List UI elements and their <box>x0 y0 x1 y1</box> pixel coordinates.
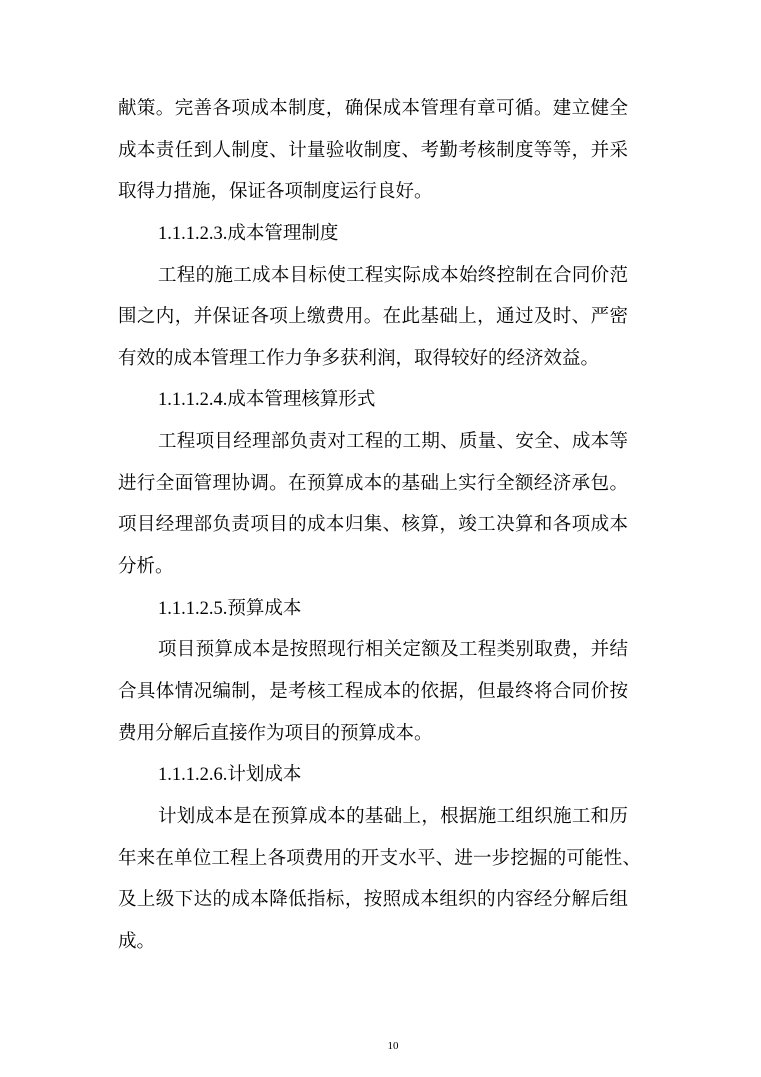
paragraph-line: 围之内，并保证各项上缴费用。在此基础上，通过及时、严密 <box>118 307 629 328</box>
paragraph-line: 合具体情况编制，是考核工程成本的依据，但最终将合同价按 <box>118 681 629 702</box>
paragraph-line: 及上级下达的成本降低指标，按照成本组织的内容经分解后组 <box>118 890 629 911</box>
section <box>118 755 648 963</box>
paragraph-line: 分析。 <box>118 557 174 578</box>
paragraph-line: 成。 <box>118 931 156 952</box>
section <box>118 380 648 588</box>
section-paragraph <box>118 422 648 589</box>
section <box>118 214 648 381</box>
paragraph-line: 献策。完善各项成本制度，确保成本管理有章可循。建立健全 <box>118 99 629 119</box>
section-paragraph <box>118 256 648 381</box>
paragraph-line: 进行全面管理协调。在预算成本的基础上实行全额经济承包。 <box>118 473 629 494</box>
paragraph-line: 计划成本是在预算成本的基础上，根据施工组织施工和历 <box>158 806 629 827</box>
text-body <box>118 89 648 963</box>
section-paragraph <box>118 797 648 964</box>
paragraph-line: 成本责任到人制度、计量验收制度、考勤考核制度等等，并采 <box>118 140 629 161</box>
section-heading: 1.1.1.2.3.成本管理制度 <box>158 223 339 244</box>
paragraph-line: 工程的施工成本目标使工程实际成本始终控制在合同价范 <box>158 265 629 286</box>
paragraph-line: 工程项目经理部负责对工程的工期、质量、安全、成本等 <box>158 432 629 453</box>
intro-paragraph <box>118 89 648 214</box>
paragraph-line: 费用分解后直接作为项目的预算成本。 <box>118 723 433 744</box>
paragraph-line: 项目经理部负责项目的成本归集、核算，竣工决算和各项成本 <box>118 515 629 536</box>
paragraph-line: 项目预算成本是按照现行相关定额及工程类别取费，并结 <box>158 640 629 661</box>
section-paragraph <box>118 630 648 755</box>
section-heading: 1.1.1.2.4.成本管理核算形式 <box>158 390 376 411</box>
paragraph-line: 年来在单位工程上各项费用的开支水平、进一步挖掘的可能性、 <box>118 848 642 869</box>
section <box>118 589 648 756</box>
page-number: 10 <box>387 1040 399 1052</box>
paragraph-line: 取得力措施，保证各项制度运行良好。 <box>118 182 433 203</box>
section-heading: 1.1.1.2.5.预算成本 <box>158 598 302 619</box>
section-heading: 1.1.1.2.6.计划成本 <box>158 765 302 786</box>
paragraph-line: 有效的成本管理工作力争多获利润，取得较好的经济效益。 <box>118 348 600 369</box>
